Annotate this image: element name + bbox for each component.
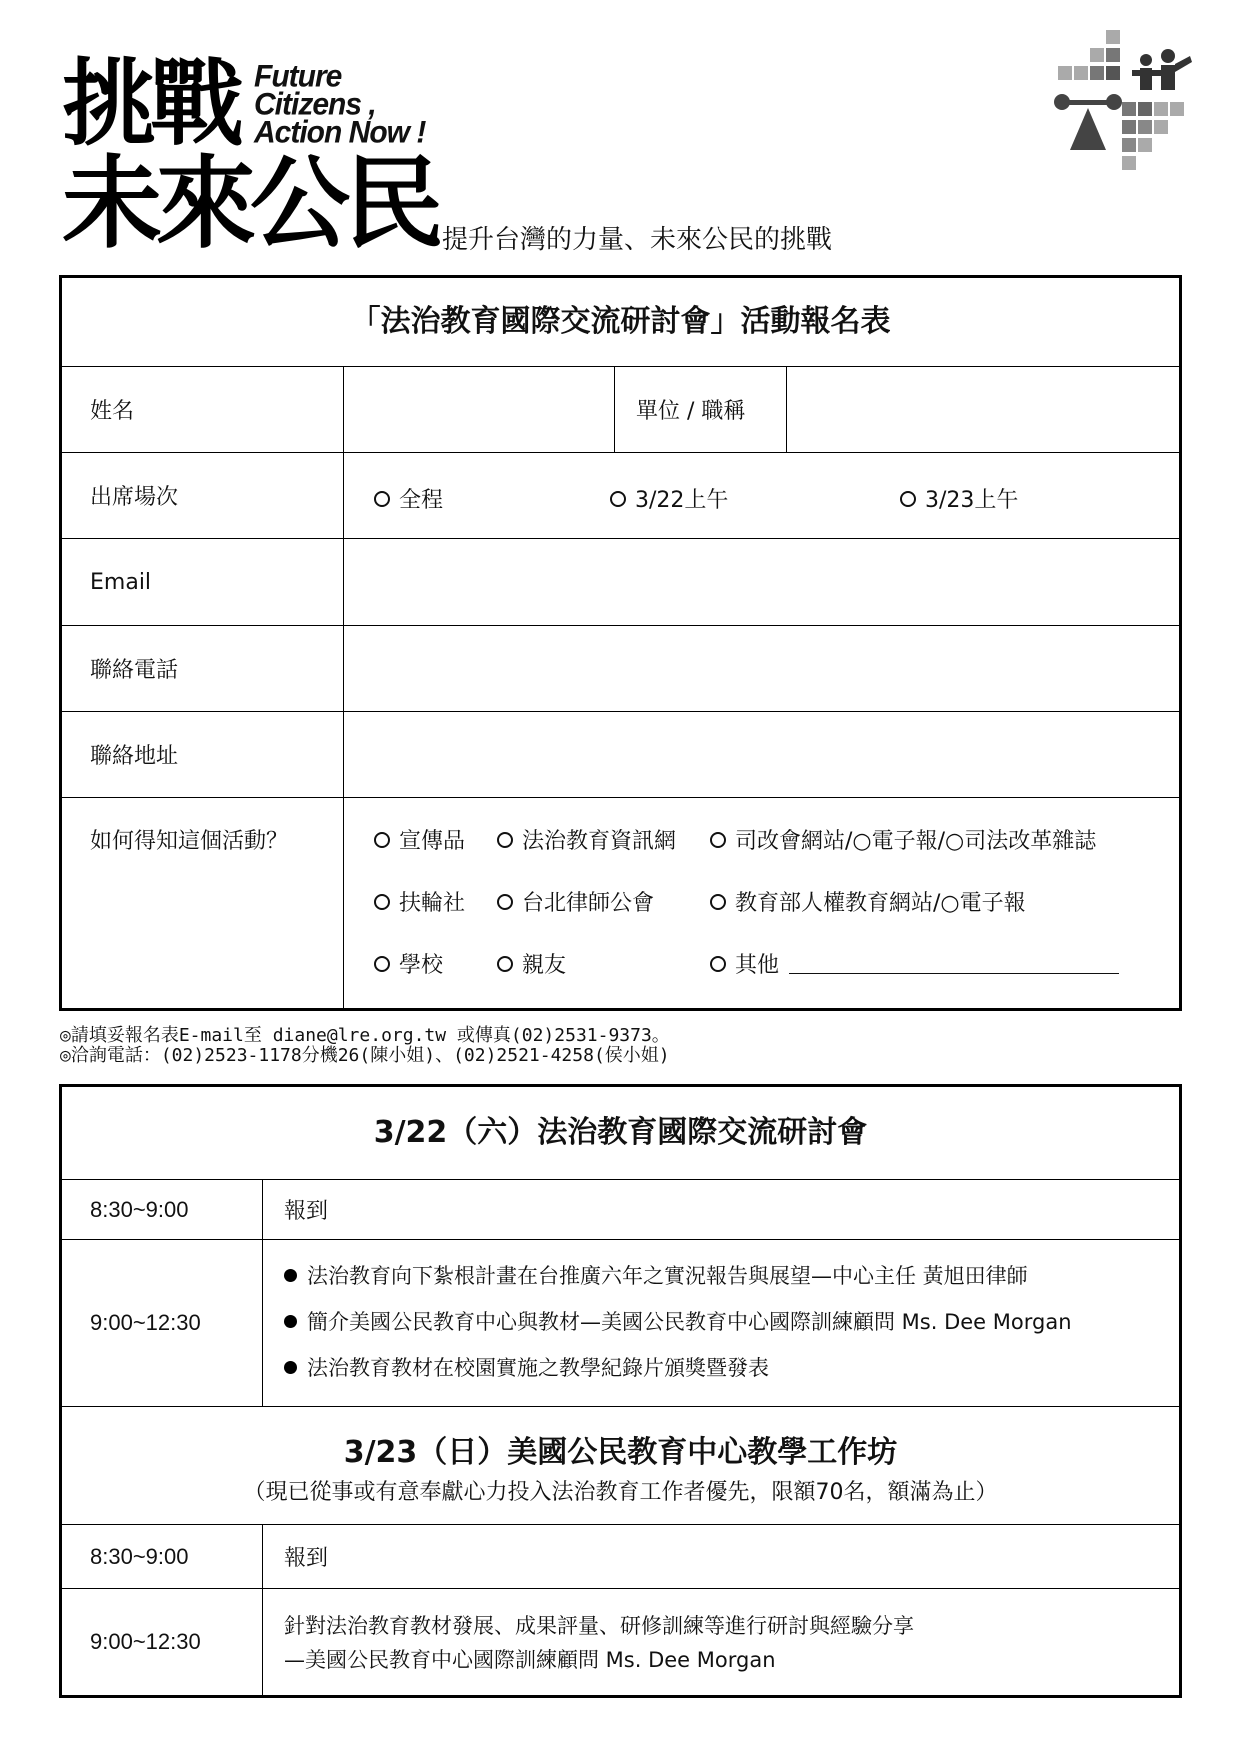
source-option-other[interactable] xyxy=(710,948,1119,979)
schedule-row xyxy=(62,1588,1179,1695)
unit-title-field[interactable] xyxy=(787,367,1179,452)
agenda-item: 法治教育向下紮根計畫在台推廣六年之實況報告與展望—中心主任 黃旭田律師 xyxy=(307,1264,1028,1288)
radio-circle-icon[interactable] xyxy=(374,894,390,910)
option-label: 全程 xyxy=(399,488,444,513)
option-label: 司改會網站/○電子報/○司法改革雜誌 xyxy=(735,829,1097,854)
note-line: ◎洽詢電話：(02)2523-1178分機26(陳小姐)、(02)2521-4258(侯小姐) xyxy=(60,1045,670,1066)
radio-circle-icon[interactable] xyxy=(710,832,726,848)
registration-form xyxy=(59,275,1182,1011)
radio-circle-icon[interactable] xyxy=(374,832,390,848)
source-option-jrf[interactable] xyxy=(710,824,1096,855)
session-content-list xyxy=(262,1240,1179,1406)
radio-circle-icon[interactable] xyxy=(374,491,390,507)
content-line: 針對法治教育教材發展、成果評量、研修訓練等進行研討與經驗分享 xyxy=(284,1614,914,1638)
schedule-row xyxy=(62,1239,1179,1406)
option-label: 學校 xyxy=(399,953,444,978)
radio-circle-icon[interactable] xyxy=(710,894,726,910)
bullet-icon xyxy=(284,1315,297,1328)
radio-circle-icon[interactable] xyxy=(497,832,513,848)
name-label: 姓名 xyxy=(90,399,135,424)
source-row xyxy=(62,797,1179,1008)
radio-circle-icon[interactable] xyxy=(497,956,513,972)
option-label: 3/23上午 xyxy=(925,488,1019,513)
note-line: ◎請填妥報名表E-mail至 diane@lre.org.tw 或傳真(02)2531-9373。 xyxy=(60,1025,670,1046)
logo-english-line3: Action Now ! xyxy=(254,115,426,150)
slogan: 提升台灣的力量、未來公民的挑戰 xyxy=(442,225,833,255)
session-content: 報到 xyxy=(284,1199,329,1224)
option-label: 其他 xyxy=(735,953,780,978)
option-label: 宣傳品 xyxy=(399,829,466,854)
time-slot: 9:00~12:30 xyxy=(90,1629,201,1654)
option-label: 3/22上午 xyxy=(635,488,729,513)
option-label: 台北律師公會 xyxy=(522,891,655,916)
email-label: Email xyxy=(90,569,152,595)
content-line: —美國公民教育中心國際訓練顧問 Ms. Dee Morgan xyxy=(284,1648,776,1672)
form-title: 「法治教育國際交流研討會」活動報名表 xyxy=(350,304,891,339)
schedule-row xyxy=(62,1524,1179,1588)
option-label: 教育部人權教育網站/○電子報 xyxy=(735,891,1026,916)
day2-header xyxy=(62,1406,1179,1524)
unit-title-label: 單位 / 職稱 xyxy=(636,399,746,424)
phone-label: 聯絡電話 xyxy=(90,658,179,683)
name-field[interactable] xyxy=(344,367,614,452)
time-slot: 8:30~9:00 xyxy=(90,1196,189,1222)
phone-field[interactable] xyxy=(344,626,1179,711)
logo-english-line2: Citizens , xyxy=(254,87,376,122)
option-label: 扶輪社 xyxy=(399,891,466,916)
agenda-item: 簡介美國公民教育中心與教材—美國公民教育中心國際訓練顧問 Ms. Dee Morgan xyxy=(307,1310,1072,1334)
list-item xyxy=(284,1352,769,1382)
radio-circle-icon[interactable] xyxy=(374,956,390,972)
radio-circle-icon[interactable] xyxy=(710,956,726,972)
radio-circle-icon[interactable] xyxy=(610,491,626,507)
name-row xyxy=(62,366,1179,452)
option-label: 法治教育資訊網 xyxy=(522,829,677,854)
logo-english-line1: Future xyxy=(254,59,342,94)
logo-title-line2: 未來公民 xyxy=(62,145,438,262)
address-row xyxy=(62,711,1179,797)
schedule-table xyxy=(59,1084,1182,1698)
source-option-flyer[interactable] xyxy=(374,824,465,855)
bullet-icon xyxy=(284,1361,297,1374)
email-row xyxy=(62,538,1179,625)
session-label: 出席場次 xyxy=(90,485,179,510)
agenda-item: 法治教育教材在校園實施之教學紀錄片頒獎暨發表 xyxy=(307,1356,769,1380)
address-field[interactable] xyxy=(344,712,1179,797)
bullet-icon xyxy=(284,1269,297,1282)
address-label: 聯絡地址 xyxy=(90,744,179,769)
day1-title: 3/22（六）法治教育國際交流研討會 xyxy=(373,1115,868,1150)
phone-row xyxy=(62,625,1179,711)
list-item xyxy=(284,1306,1072,1336)
logo xyxy=(62,50,442,262)
source-option-lre-site[interactable] xyxy=(497,824,676,855)
time-slot: 8:30~9:00 xyxy=(90,1543,189,1569)
source-option-school[interactable] xyxy=(374,948,443,979)
session-content xyxy=(284,1609,914,1677)
session-content: 報到 xyxy=(284,1546,329,1571)
email-field[interactable] xyxy=(344,539,1179,625)
source-label: 如何得知這個活動？ xyxy=(90,829,289,854)
session-row xyxy=(62,452,1179,538)
source-option-moe[interactable] xyxy=(710,886,1026,917)
radio-circle-icon[interactable] xyxy=(900,491,916,507)
contact-notes xyxy=(60,1026,670,1066)
radio-circle-icon[interactable] xyxy=(497,894,513,910)
session-option-0322am[interactable] xyxy=(610,483,728,514)
source-option-bar[interactable] xyxy=(497,886,654,917)
day2-title: 3/23（日）美國公民教育中心教學工作坊 xyxy=(343,1435,898,1470)
time-slot: 9:00~12:30 xyxy=(90,1310,201,1335)
session-option-0323am[interactable] xyxy=(900,483,1018,514)
other-input-line[interactable] xyxy=(789,953,1119,974)
option-label: 親友 xyxy=(522,953,567,978)
logo-title-line1: 挑戰 xyxy=(62,50,239,159)
source-option-friends[interactable] xyxy=(497,948,566,979)
day2-subtitle: （現已從事或有意奉獻心力投入法治教育工作者優先，限額70名，額滿為止） xyxy=(243,1480,998,1505)
list-item xyxy=(284,1260,1028,1290)
people-balance-emblem-icon xyxy=(1048,30,1208,180)
source-option-rotary[interactable] xyxy=(374,886,465,917)
schedule-row xyxy=(62,1179,1179,1239)
session-option-full[interactable] xyxy=(374,483,443,514)
